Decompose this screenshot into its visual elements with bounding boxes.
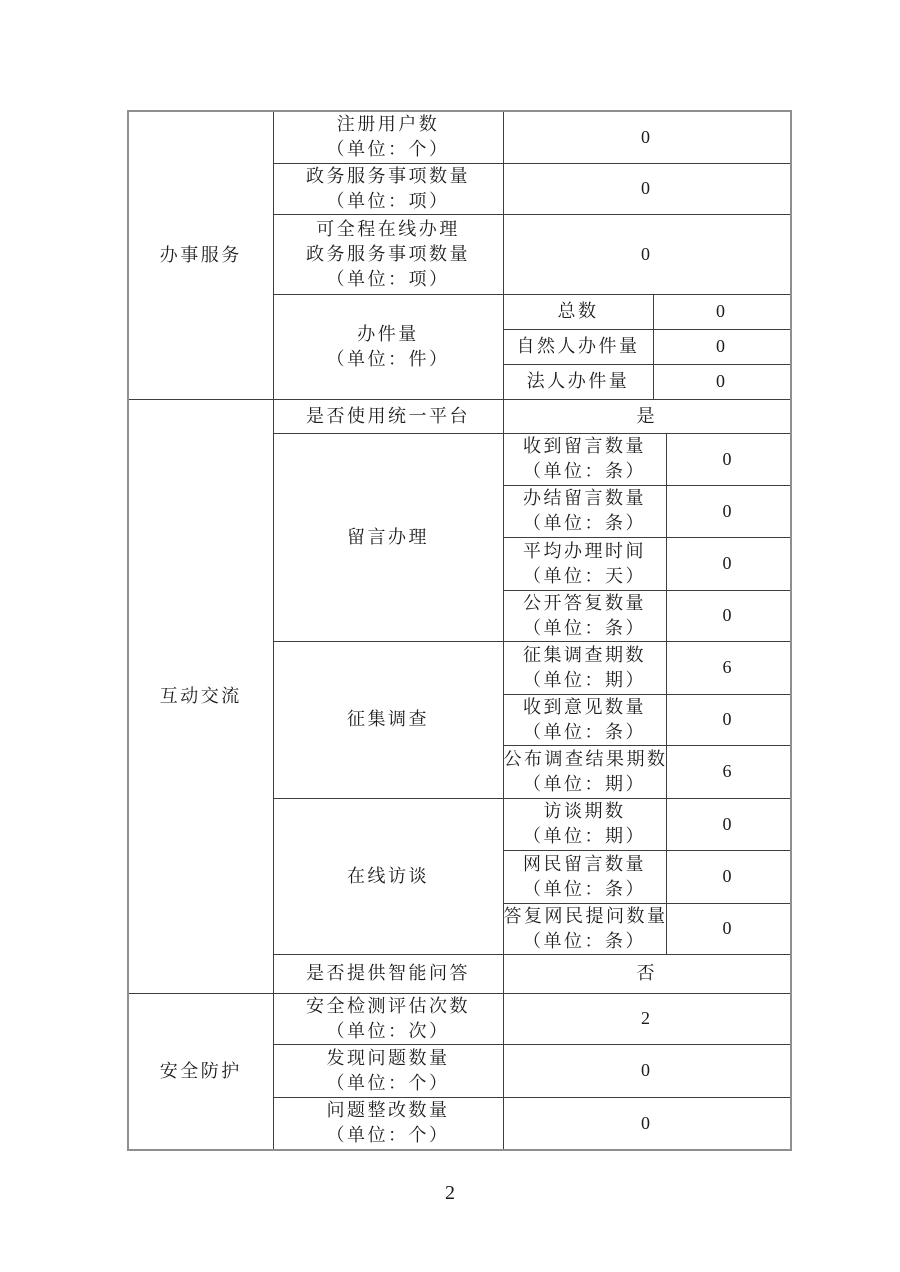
metric-label-cell: [273, 993, 503, 1044]
submetric-unit: （单位：条）: [523, 617, 646, 638]
metric-unit: （单位：个）: [326, 1072, 450, 1093]
submetric-label-cell: [503, 850, 666, 903]
submetric-value: 0: [653, 329, 791, 364]
submetric-label-cell: [503, 433, 666, 485]
submetric-label: 办结留言数量: [523, 488, 646, 508]
gov-website-report-table: [127, 110, 792, 1151]
metric-value: 0: [503, 163, 791, 214]
metric-label-cell: [273, 1097, 503, 1150]
submetric-label-cell: [503, 694, 666, 745]
submetric-label: 答复网民提问数量: [503, 905, 668, 926]
submetric-label-cell: [503, 798, 666, 850]
metric-value: 是: [503, 399, 791, 433]
submetric-value: 6: [666, 641, 791, 694]
submetric-unit: （单位：条）: [523, 461, 646, 481]
submetric-unit: （单位：期）: [523, 826, 646, 846]
submetric-label-cell: [503, 537, 666, 590]
subgroup-cell-survey: [273, 641, 503, 798]
submetric-label-cell: [503, 903, 666, 954]
metric-unit: （单位：个）: [326, 139, 450, 160]
subgroup-cell-messages: [273, 433, 503, 641]
metric-label: 是否使用统一平台: [273, 399, 503, 433]
submetric-label-cell: [503, 641, 666, 694]
metric-value: 2: [503, 993, 791, 1044]
submetric-unit: （单位：条）: [523, 878, 646, 899]
submetric-unit: （单位：期）: [523, 669, 646, 690]
submetric-value: 0: [653, 364, 791, 399]
subgroup-cell-caseload: [273, 294, 503, 399]
metric-label-line1: 可全程在线办理: [316, 218, 460, 239]
metric-label-cell: [273, 111, 503, 163]
submetric-label: 收到留言数量: [523, 436, 646, 456]
subgroup-label: 征集调查: [347, 709, 429, 729]
metric-label-cell: [273, 163, 503, 214]
group-cell-interaction: [128, 399, 273, 993]
metric-unit: （单位：次）: [326, 1020, 450, 1041]
submetric-unit: （单位：条）: [523, 930, 646, 951]
submetric-label-cell: [503, 745, 666, 798]
submetric-label: 法人办件量: [503, 364, 653, 399]
metric-label: 发现问题数量: [326, 1047, 450, 1068]
metric-label-line2: 政务服务事项数量: [306, 243, 470, 264]
submetric-label: 访谈期数: [543, 801, 626, 821]
group-label-service: 办事服务: [159, 244, 242, 265]
submetric-label: 公开答复数量: [523, 592, 646, 613]
metric-unit: （单位：个）: [326, 1125, 450, 1146]
submetric-value: 0: [666, 485, 791, 537]
group-label-interaction: 互动交流: [159, 685, 242, 706]
submetric-unit: （单位：条）: [523, 721, 646, 742]
submetric-label-cell: [503, 485, 666, 537]
submetric-label: 平均办理时间: [523, 540, 646, 561]
submetric-value: 0: [666, 798, 791, 850]
metric-value: 0: [503, 1097, 791, 1150]
submetric-value: 0: [666, 590, 791, 641]
subgroup-label: 留言办理: [347, 526, 429, 547]
submetric-value: 0: [666, 903, 791, 954]
metric-label: 是否提供智能问答: [273, 954, 503, 993]
metric-label: 政务服务事项数量: [306, 165, 470, 186]
submetric-value: 6: [666, 745, 791, 798]
group-cell-service: [128, 111, 273, 399]
subgroup-unit: （单位：件）: [326, 348, 450, 369]
submetric-unit: （单位：天）: [523, 565, 646, 586]
group-label-security: 安全防护: [159, 1060, 242, 1081]
metric-label-cell: [273, 214, 503, 294]
submetric-label: 自然人办件量: [503, 329, 653, 364]
submetric-unit: （单位：条）: [523, 513, 646, 533]
metric-value: 0: [503, 214, 791, 294]
submetric-unit: （单位：期）: [523, 773, 646, 794]
submetric-value: 0: [666, 433, 791, 485]
submetric-label: 征集调查期数: [523, 644, 646, 665]
group-cell-security: [128, 993, 273, 1150]
submetric-value: 0: [666, 537, 791, 590]
submetric-label: 公布调查结果期数: [503, 748, 668, 769]
submetric-value: 0: [666, 850, 791, 903]
metric-label: 注册用户数: [336, 114, 440, 135]
subgroup-label: 办件量: [357, 323, 419, 344]
metric-value: 否: [503, 954, 791, 993]
metric-label-cell: [273, 1044, 503, 1097]
submetric-label-cell: [503, 590, 666, 641]
metric-label: 安全检测评估次数: [306, 995, 470, 1016]
submetric-label: 总数: [503, 294, 653, 329]
submetric-label: 收到意见数量: [523, 696, 646, 717]
submetric-value: 0: [653, 294, 791, 329]
metric-value: 0: [503, 111, 791, 163]
subgroup-cell-interview: [273, 798, 503, 954]
metric-unit: （单位：项）: [326, 268, 450, 289]
page-number: 2: [445, 1182, 455, 1204]
subgroup-label: 在线访谈: [347, 865, 429, 886]
metric-unit: （单位：项）: [326, 190, 450, 211]
metric-label: 问题整改数量: [326, 1100, 450, 1121]
metric-value: 0: [503, 1044, 791, 1097]
submetric-value: 0: [666, 694, 791, 745]
submetric-label: 网民留言数量: [523, 853, 646, 874]
